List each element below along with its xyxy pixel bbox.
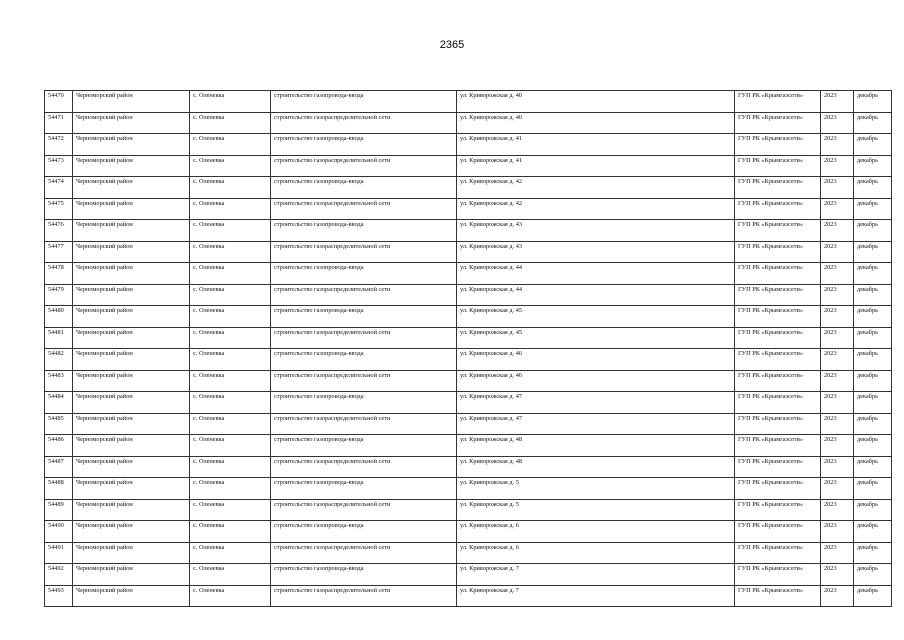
cell-month: декабрь xyxy=(854,91,892,113)
cell-address: ул. Криворожская д. 48 xyxy=(457,435,735,457)
cell-id: 54482 xyxy=(45,349,73,371)
cell-locality: с. Оленевка xyxy=(190,241,271,263)
cell-work-type: строительство газопровода-ввода xyxy=(271,134,457,156)
cell-month: декабрь xyxy=(854,327,892,349)
cell-organization: ГУП РК «Крымгазсети» xyxy=(735,435,821,457)
cell-id: 54485 xyxy=(45,413,73,435)
cell-month: декабрь xyxy=(854,220,892,242)
cell-locality: с. Оленевка xyxy=(190,306,271,328)
cell-locality: с. Оленевка xyxy=(190,435,271,457)
cell-address: ул. Криворожская д. 5 xyxy=(457,499,735,521)
cell-work-type: строительство газораспределительной сети xyxy=(271,370,457,392)
cell-organization: ГУП РК «Крымгазсети» xyxy=(735,349,821,371)
cell-district: Черноморский район xyxy=(73,241,190,263)
cell-organization: ГУП РК «Крымгазсети» xyxy=(735,413,821,435)
cell-locality: с. Оленевка xyxy=(190,521,271,543)
registry-table xyxy=(44,90,892,607)
cell-organization: ГУП РК «Крымгазсети» xyxy=(735,499,821,521)
cell-organization: ГУП РК «Крымгазсети» xyxy=(735,327,821,349)
cell-organization: ГУП РК «Крымгазсети» xyxy=(735,370,821,392)
cell-organization: ГУП РК «Крымгазсети» xyxy=(735,91,821,113)
table-row xyxy=(45,134,892,156)
cell-id: 54489 xyxy=(45,499,73,521)
cell-locality: с. Оленевка xyxy=(190,220,271,242)
cell-month: декабрь xyxy=(854,241,892,263)
table-row xyxy=(45,413,892,435)
cell-district: Черноморский район xyxy=(73,392,190,414)
table-row xyxy=(45,284,892,306)
cell-work-type: строительство газораспределительной сети xyxy=(271,585,457,607)
cell-district: Черноморский район xyxy=(73,134,190,156)
cell-district: Черноморский район xyxy=(73,585,190,607)
cell-work-type: строительство газораспределительной сети xyxy=(271,155,457,177)
cell-month: декабрь xyxy=(854,456,892,478)
cell-locality: с. Оленевка xyxy=(190,456,271,478)
cell-id: 54470 xyxy=(45,91,73,113)
cell-address: ул. Криворожская д. 43 xyxy=(457,220,735,242)
cell-address: ул. Криворожская д. 40 xyxy=(457,91,735,113)
cell-year: 2023 xyxy=(821,198,854,220)
cell-organization: ГУП РК «Крымгазсети» xyxy=(735,220,821,242)
cell-district: Черноморский район xyxy=(73,220,190,242)
cell-id: 54477 xyxy=(45,241,73,263)
cell-locality: с. Оленевка xyxy=(190,91,271,113)
cell-year: 2023 xyxy=(821,349,854,371)
cell-work-type: строительство газопровода-ввода xyxy=(271,435,457,457)
cell-work-type: строительство газопровода-ввода xyxy=(271,478,457,500)
cell-locality: с. Оленевка xyxy=(190,499,271,521)
cell-id: 54486 xyxy=(45,435,73,457)
cell-work-type: строительство газораспределительной сети xyxy=(271,198,457,220)
cell-year: 2023 xyxy=(821,392,854,414)
cell-locality: с. Оленевка xyxy=(190,585,271,607)
cell-year: 2023 xyxy=(821,263,854,285)
cell-year: 2023 xyxy=(821,220,854,242)
cell-month: декабрь xyxy=(854,392,892,414)
cell-month: декабрь xyxy=(854,499,892,521)
cell-organization: ГУП РК «Крымгазсети» xyxy=(735,198,821,220)
cell-locality: с. Оленевка xyxy=(190,392,271,414)
cell-month: декабрь xyxy=(854,435,892,457)
cell-year: 2023 xyxy=(821,585,854,607)
table-row xyxy=(45,306,892,328)
cell-district: Черноморский район xyxy=(73,306,190,328)
table-row xyxy=(45,327,892,349)
table-row xyxy=(45,91,892,113)
cell-id: 54493 xyxy=(45,585,73,607)
cell-district: Черноморский район xyxy=(73,435,190,457)
cell-year: 2023 xyxy=(821,542,854,564)
cell-district: Черноморский район xyxy=(73,284,190,306)
cell-address: ул. Криворожская д. 42 xyxy=(457,177,735,199)
cell-district: Черноморский район xyxy=(73,263,190,285)
cell-locality: с. Оленевка xyxy=(190,349,271,371)
cell-locality: с. Оленевка xyxy=(190,284,271,306)
cell-district: Черноморский район xyxy=(73,521,190,543)
table-row xyxy=(45,392,892,414)
cell-year: 2023 xyxy=(821,306,854,328)
cell-address: ул. Криворожская д. 44 xyxy=(457,284,735,306)
cell-month: декабрь xyxy=(854,521,892,543)
cell-locality: с. Оленевка xyxy=(190,263,271,285)
cell-year: 2023 xyxy=(821,499,854,521)
cell-address: ул. Криворожская д. 46 xyxy=(457,370,735,392)
cell-year: 2023 xyxy=(821,413,854,435)
cell-district: Черноморский район xyxy=(73,564,190,586)
cell-district: Черноморский район xyxy=(73,91,190,113)
cell-work-type: строительство газопровода-ввода xyxy=(271,521,457,543)
cell-work-type: строительство газопровода-ввода xyxy=(271,392,457,414)
table-row xyxy=(45,499,892,521)
table-row xyxy=(45,370,892,392)
cell-id: 54488 xyxy=(45,478,73,500)
cell-address: ул. Криворожская д. 41 xyxy=(457,155,735,177)
cell-year: 2023 xyxy=(821,478,854,500)
cell-organization: ГУП РК «Крымгазсети» xyxy=(735,392,821,414)
cell-id: 54478 xyxy=(45,263,73,285)
cell-year: 2023 xyxy=(821,564,854,586)
cell-id: 54471 xyxy=(45,112,73,134)
cell-organization: ГУП РК «Крымгазсети» xyxy=(735,585,821,607)
cell-address: ул. Криворожская д. 41 xyxy=(457,134,735,156)
cell-address: ул. Криворожская д. 47 xyxy=(457,413,735,435)
cell-id: 54474 xyxy=(45,177,73,199)
cell-locality: с. Оленевка xyxy=(190,198,271,220)
cell-year: 2023 xyxy=(821,91,854,113)
cell-month: декабрь xyxy=(854,306,892,328)
cell-id: 54479 xyxy=(45,284,73,306)
cell-month: декабрь xyxy=(854,585,892,607)
cell-district: Черноморский район xyxy=(73,112,190,134)
page-number: 2365 xyxy=(439,39,465,51)
cell-organization: ГУП РК «Крымгазсети» xyxy=(735,155,821,177)
cell-locality: с. Оленевка xyxy=(190,478,271,500)
cell-locality: с. Оленевка xyxy=(190,327,271,349)
cell-month: декабрь xyxy=(854,155,892,177)
cell-id: 54491 xyxy=(45,542,73,564)
cell-month: декабрь xyxy=(854,112,892,134)
table-row xyxy=(45,155,892,177)
cell-organization: ГУП РК «Крымгазсети» xyxy=(735,134,821,156)
cell-address: ул. Криворожская д. 47 xyxy=(457,392,735,414)
cell-work-type: строительство газопровода-ввода xyxy=(271,564,457,586)
cell-work-type: строительство газораспределительной сети xyxy=(271,284,457,306)
cell-district: Черноморский район xyxy=(73,499,190,521)
cell-month: декабрь xyxy=(854,478,892,500)
cell-id: 54473 xyxy=(45,155,73,177)
cell-address: ул. Криворожская д. 48 xyxy=(457,456,735,478)
cell-locality: с. Оленевка xyxy=(190,177,271,199)
cell-work-type: строительство газораспределительной сети xyxy=(271,499,457,521)
cell-year: 2023 xyxy=(821,112,854,134)
cell-address: ул. Криворожская д. 44 xyxy=(457,263,735,285)
cell-district: Черноморский район xyxy=(73,542,190,564)
cell-district: Черноморский район xyxy=(73,155,190,177)
table-row xyxy=(45,349,892,371)
cell-address: ул. Криворожская д. 7 xyxy=(457,585,735,607)
cell-year: 2023 xyxy=(821,284,854,306)
cell-year: 2023 xyxy=(821,327,854,349)
cell-organization: ГУП РК «Крымгазсети» xyxy=(735,306,821,328)
cell-work-type: строительство газопровода-ввода xyxy=(271,91,457,113)
cell-month: декабрь xyxy=(854,564,892,586)
cell-work-type: строительство газораспределительной сети xyxy=(271,542,457,564)
cell-address: ул. Криворожская д. 6 xyxy=(457,521,735,543)
cell-year: 2023 xyxy=(821,521,854,543)
table-row xyxy=(45,456,892,478)
cell-year: 2023 xyxy=(821,134,854,156)
cell-locality: с. Оленевка xyxy=(190,542,271,564)
table-row xyxy=(45,585,892,607)
cell-month: декабрь xyxy=(854,349,892,371)
cell-organization: ГУП РК «Крымгазсети» xyxy=(735,241,821,263)
cell-address: ул. Криворожская д. 6 xyxy=(457,542,735,564)
cell-id: 54487 xyxy=(45,456,73,478)
cell-year: 2023 xyxy=(821,456,854,478)
table-row xyxy=(45,542,892,564)
cell-work-type: строительство газораспределительной сети xyxy=(271,327,457,349)
cell-work-type: строительство газопровода-ввода xyxy=(271,349,457,371)
cell-organization: ГУП РК «Крымгазсети» xyxy=(735,542,821,564)
cell-month: декабрь xyxy=(854,198,892,220)
cell-id: 54490 xyxy=(45,521,73,543)
cell-organization: ГУП РК «Крымгазсети» xyxy=(735,521,821,543)
cell-district: Черноморский район xyxy=(73,478,190,500)
cell-month: декабрь xyxy=(854,134,892,156)
cell-id: 54483 xyxy=(45,370,73,392)
cell-month: декабрь xyxy=(854,177,892,199)
cell-work-type: строительство газораспределительной сети xyxy=(271,241,457,263)
cell-id: 54492 xyxy=(45,564,73,586)
cell-month: декабрь xyxy=(854,542,892,564)
cell-organization: ГУП РК «Крымгазсети» xyxy=(735,263,821,285)
table-row xyxy=(45,241,892,263)
cell-work-type: строительство газопровода-ввода xyxy=(271,177,457,199)
cell-address: ул. Криворожская д. 45 xyxy=(457,327,735,349)
cell-id: 54484 xyxy=(45,392,73,414)
cell-district: Черноморский район xyxy=(73,413,190,435)
cell-address: ул. Криворожская д. 43 xyxy=(457,241,735,263)
cell-month: декабрь xyxy=(854,263,892,285)
cell-locality: с. Оленевка xyxy=(190,413,271,435)
cell-locality: с. Оленевка xyxy=(190,134,271,156)
cell-locality: с. Оленевка xyxy=(190,155,271,177)
cell-address: ул. Криворожская д. 40 xyxy=(457,112,735,134)
cell-address: ул. Криворожская д. 42 xyxy=(457,198,735,220)
table-row xyxy=(45,198,892,220)
table-row xyxy=(45,220,892,242)
cell-address: ул. Криворожская д. 7 xyxy=(457,564,735,586)
cell-id: 54481 xyxy=(45,327,73,349)
cell-district: Черноморский район xyxy=(73,349,190,371)
cell-organization: ГУП РК «Крымгазсети» xyxy=(735,564,821,586)
cell-locality: с. Оленевка xyxy=(190,564,271,586)
cell-year: 2023 xyxy=(821,177,854,199)
table-row xyxy=(45,478,892,500)
cell-district: Черноморский район xyxy=(73,456,190,478)
cell-organization: ГУП РК «Крымгазсети» xyxy=(735,456,821,478)
cell-district: Черноморский район xyxy=(73,370,190,392)
cell-district: Черноморский район xyxy=(73,177,190,199)
table-row xyxy=(45,435,892,457)
cell-month: декабрь xyxy=(854,284,892,306)
cell-organization: ГУП РК «Крымгазсети» xyxy=(735,177,821,199)
cell-work-type: строительство газопровода-ввода xyxy=(271,263,457,285)
cell-id: 54480 xyxy=(45,306,73,328)
cell-month: декабрь xyxy=(854,413,892,435)
cell-year: 2023 xyxy=(821,241,854,263)
registry-table-body xyxy=(45,91,892,607)
table-row xyxy=(45,263,892,285)
table-row xyxy=(45,564,892,586)
table-row xyxy=(45,177,892,199)
cell-year: 2023 xyxy=(821,155,854,177)
cell-year: 2023 xyxy=(821,370,854,392)
cell-address: ул. Криворожская д. 46 xyxy=(457,349,735,371)
cell-district: Черноморский район xyxy=(73,327,190,349)
cell-organization: ГУП РК «Крымгазсети» xyxy=(735,478,821,500)
cell-id: 54475 xyxy=(45,198,73,220)
cell-work-type: строительство газораспределительной сети xyxy=(271,456,457,478)
cell-address: ул. Криворожская д. 5 xyxy=(457,478,735,500)
cell-id: 54472 xyxy=(45,134,73,156)
cell-organization: ГУП РК «Крымгазсети» xyxy=(735,284,821,306)
cell-year: 2023 xyxy=(821,435,854,457)
cell-organization: ГУП РК «Крымгазсети» xyxy=(735,112,821,134)
cell-month: декабрь xyxy=(854,370,892,392)
cell-district: Черноморский район xyxy=(73,198,190,220)
cell-locality: с. Оленевка xyxy=(190,112,271,134)
cell-id: 54476 xyxy=(45,220,73,242)
cell-work-type: строительство газопровода-ввода xyxy=(271,220,457,242)
table-row xyxy=(45,521,892,543)
cell-work-type: строительство газораспределительной сети xyxy=(271,413,457,435)
cell-locality: с. Оленевка xyxy=(190,370,271,392)
table-row xyxy=(45,112,892,134)
cell-address: ул. Криворожская д. 45 xyxy=(457,306,735,328)
cell-work-type: строительство газопровода-ввода xyxy=(271,306,457,328)
cell-work-type: строительство газораспределительной сети xyxy=(271,112,457,134)
